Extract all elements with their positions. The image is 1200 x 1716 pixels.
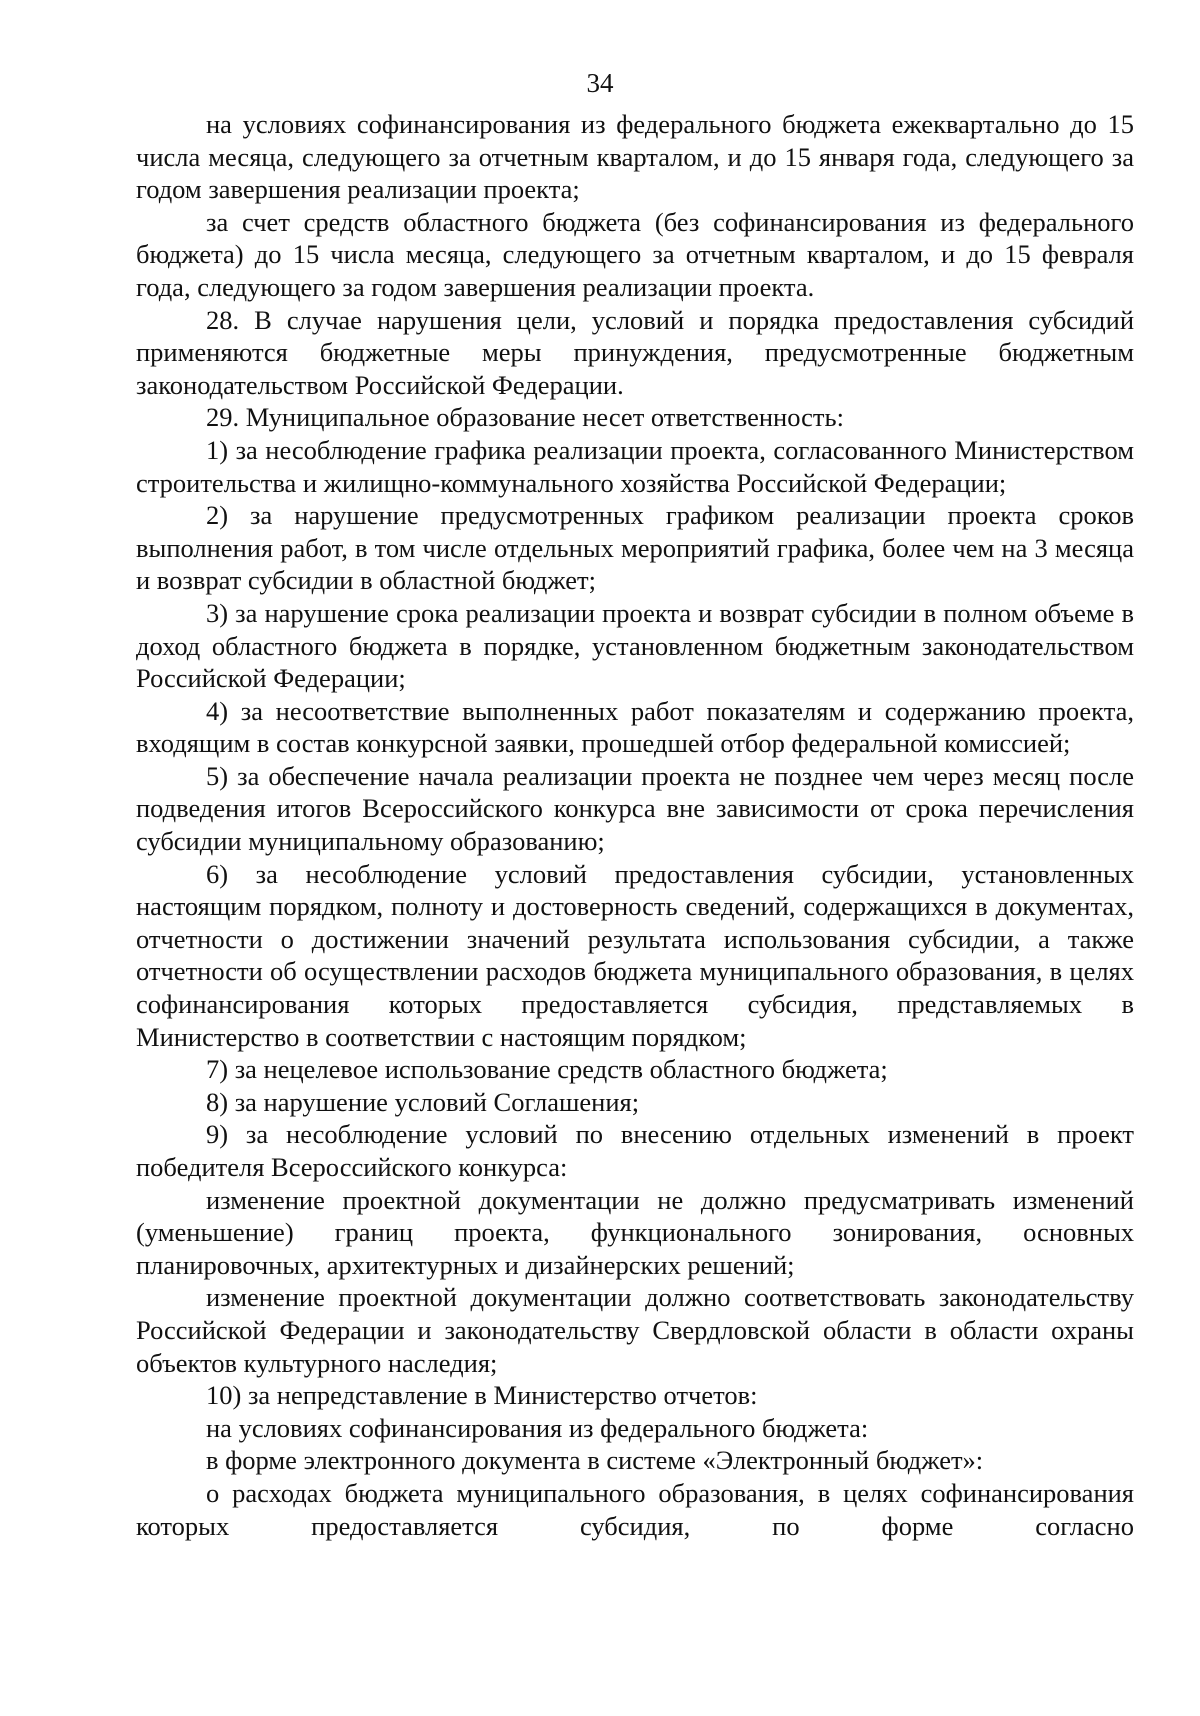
- paragraph-item-28: 28. В случае нарушения цели, условий и порядка предоставления субсидий применяются бюджетные меры принуждения, предусмотренные бюджетным законодательством Российской Федерации.: [136, 304, 1134, 400]
- paragraph-item-29: 29. Муниципальное образование несет ответственность:: [206, 402, 844, 433]
- list-item-10: 10) за непредставление в Министерство отчетов:: [206, 1380, 758, 1411]
- list-item-7: 7) за нецелевое использование средств областного бюджета;: [206, 1054, 888, 1085]
- paragraph-project-change-compliance: изменение проектной документации должно соответствовать законодательству Российской Федерации и законодательству Свердловской области в области охраны объектов культурного наследия;: [136, 1282, 1134, 1378]
- list-item-3: 3) за нарушение срока реализации проекта и возврат субсидии в полном объеме в доход областного бюджета в порядке, установленном бюджетным законодательством Российской Федерации;: [136, 597, 1134, 694]
- paragraph-federal-cofinancing: на условиях софинансирования из федерального бюджета:: [206, 1412, 869, 1443]
- list-item-4: 4) за несоответствие выполненных работ показателям и содержанию проекта, входящим в состав конкурсной заявки, прошедшей отбор федеральной комиссией;: [136, 695, 1134, 759]
- paragraph-electronic-budget: в форме электронного документа в системе «Электронный бюджет»:: [206, 1445, 984, 1476]
- list-item-5: 5) за обеспечение начала реализации проекта не позднее чем через месяц после подведения итогов Всероссийского конкурса вне зависимости от срока перечисления субсидии муниципальному образованию;: [136, 760, 1134, 857]
- list-item-1: 1) за несоблюдение графика реализации проекта, согласованного Министерством строительства и жилищно-коммунального хозяйства Российской Федерации;: [136, 434, 1134, 498]
- paragraph-regional-budget-reporting: за счет средств областного бюджета (без софинансирования из федерального бюджета) до 15 числа месяца, следующего за отчетным кварталом, и до 15 февраля года, следующего за годом завершения реализации проекта.: [136, 206, 1134, 302]
- page-number: 34: [586, 68, 614, 98]
- list-item-2: 2) за нарушение предусмотренных графиком реализации проекта сроков выполнения работ, в том числе отдельных мероприятий графика, более чем на 3 месяца и возврат субсидии в областной бюджет;: [136, 500, 1134, 596]
- paragraph-expenses-report: о расходах бюджета муниципального образования, в целях софинансирования которых предоставляется субсидия, по форме согласно: [136, 1477, 1134, 1541]
- paragraph-quarterly-reporting: на условиях софинансирования из федерального бюджета ежеквартально до 15 числа месяца, следующего за отчетным кварталом, и до 15 января года, следующего за годом завершения реализации проекта;: [136, 109, 1134, 205]
- list-item-6: 6) за несоблюдение условий предоставления субсидии, установленных настоящим порядком, полноту и достоверность сведений, содержащихся в документах, отчетности о достижении значений результата использования субсидии, а также отчетности об осуществлении расходов бюджета муниципального образования, в целях софинансирования которых предоставляется субсидия, представляемых в Министерство в соответствии с настоящим порядком;: [136, 858, 1134, 1052]
- list-item-8: 8) за нарушение условий Соглашения;: [206, 1086, 640, 1117]
- list-item-9: 9) за несоблюдение условий по внесению отдельных изменений в проект победителя Всероссийского конкурса:: [136, 1119, 1134, 1182]
- paragraph-project-change-restriction: изменение проектной документации не должно предусматривать изменений (уменьшение) границ проекта, функционального зонирования, основных планировочных, архитектурных и дизайнерских решений;: [136, 1184, 1134, 1280]
- document-body: [136, 108, 1134, 1542]
